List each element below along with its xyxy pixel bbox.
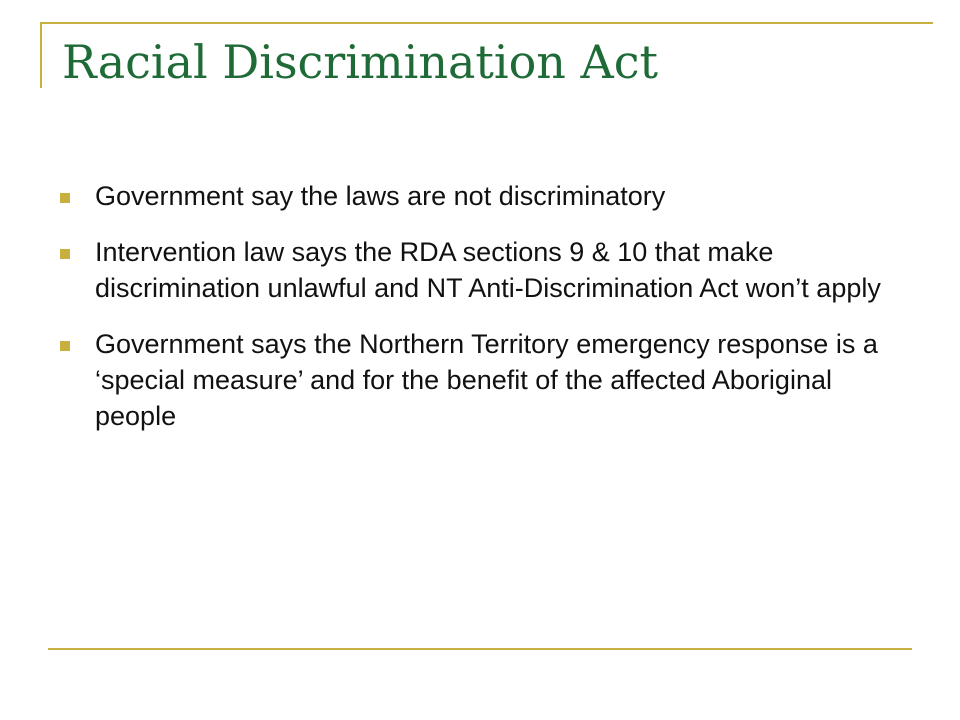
bullet-text: Government says the Northern Territory emergency response is a ‘special measure’ and for the benefit of the affected Aboriginal people: [95, 329, 878, 431]
square-bullet-icon: [60, 341, 70, 351]
slide-title: Racial Discrimination Act: [62, 35, 659, 89]
bullet-item: [60, 234, 900, 306]
left-rule: [40, 22, 42, 88]
bottom-rule: [48, 648, 912, 650]
bullet-text: Government say the laws are not discriminatory: [95, 181, 666, 211]
bullet-list: [60, 178, 900, 454]
bullet-item: [60, 178, 900, 214]
top-rule: [40, 22, 933, 24]
square-bullet-icon: [60, 249, 70, 259]
bullet-text: Intervention law says the RDA sections 9 & 10 that make discrimination unlawful and NT Anti-Discrimination Act won’t apply: [95, 237, 881, 303]
bullet-item: [60, 326, 900, 434]
square-bullet-icon: [60, 193, 70, 203]
